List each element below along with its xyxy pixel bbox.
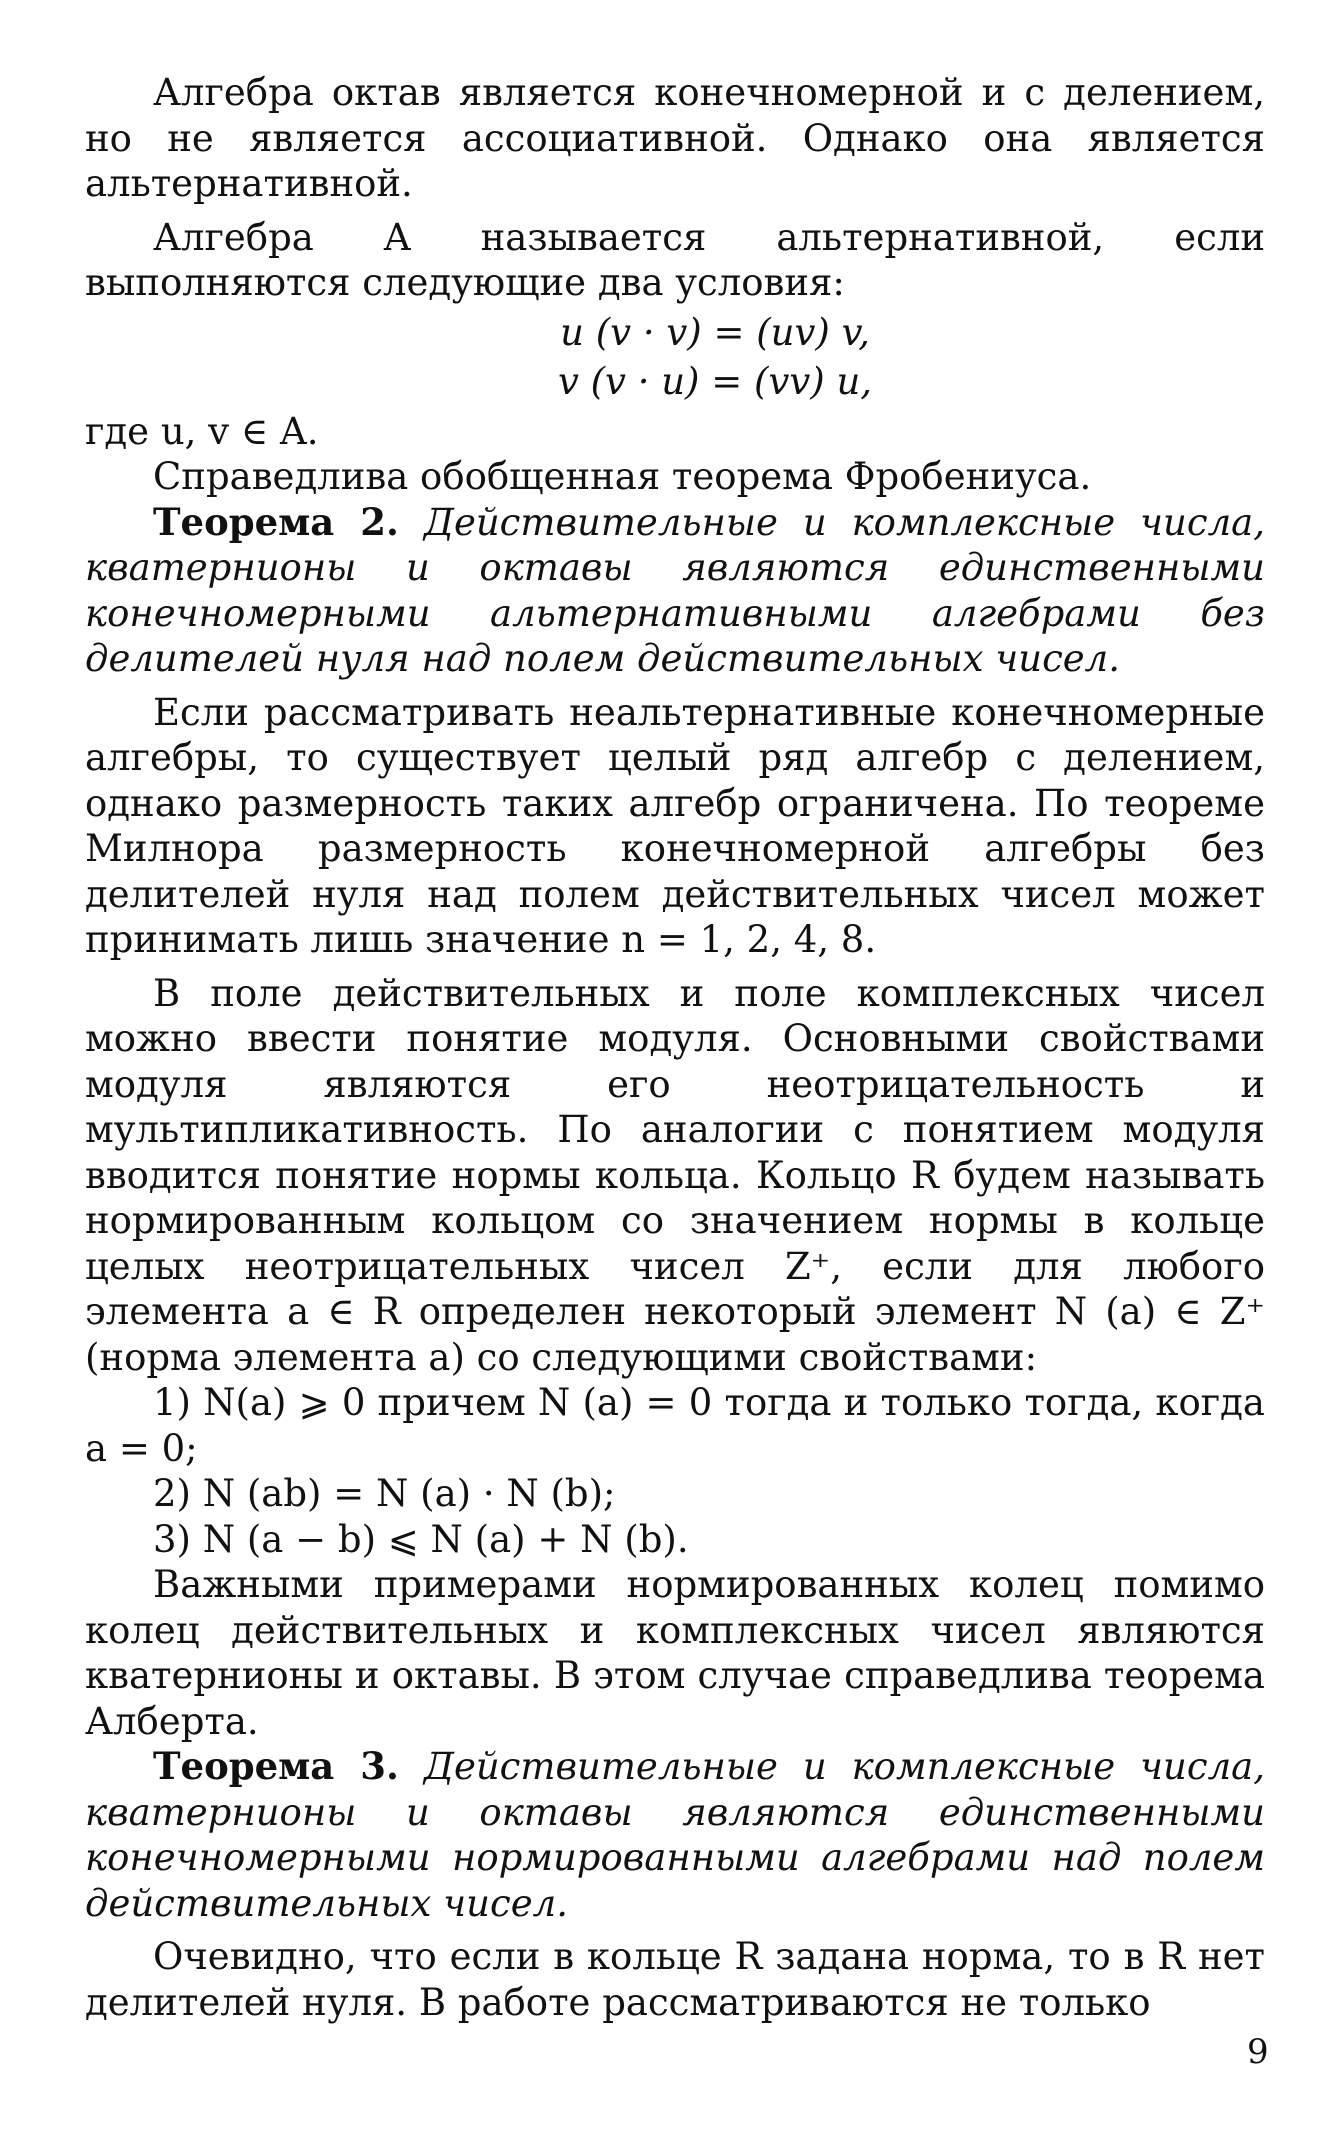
theorem-2-label: Теорема 2. [153,499,399,544]
theorem-3 [85,1744,1265,1926]
paragraph-normed-examples: Важными примерами нормированных колец помимо колец действительных и комплексных чисел являются кватернионы и октавы. В этом случае справедлива теорема Алберта. [85,1563,1265,1743]
paragraph-milnor: Если рассматривать неальтернативные конечномерные алгебры, то существует целый ряд алгебр с делением, однако размерность таких алгебр ограничена. По теореме Милнора размерность конечномерной алгебры без делителей нуля над полем действительных чисел может принимать лишь значение n = 1, 2, 4, 8. [85,690,1265,961]
paragraph-where-clause: где u, v ∈ A. [85,409,319,453]
norm-property-1: 1) N(a) ⩾ 0 причем N (a) = 0 тогда и только тогда, когда a = 0; [85,1381,1265,1470]
paragraph-norm-definition: В поле действительных и поле комплексных чисел можно ввести понятие модуля. Основными свойствами модуля являются его неотрицательность и мультипликативность. По аналогии с понятием модуля вводится понятие нормы кольца. Кольцо R будем называть нормированным кольцом со значением нормы в кольце целых неотрицательных чисел Z⁺, если для любого элемента a ∈ R определен некоторый элемент N (a) ∈ Z⁺ (норма элемента a) со следующими свойствами: [85,971,1265,1379]
norm-property-2: 2) N (ab) = N (a) · N (b); [153,1472,616,1515]
paragraph-alternative-definition: Алгебра A называется альтернативной, если выполняются следующие два условия: [85,215,1265,304]
formula-left-alternative: u (v · v) = (uv) v, [560,310,870,354]
page-body [85,70,1265,2025]
theorem-2 [85,500,1265,682]
norm-property-3: 3) N (a − b) ⩽ N (a) + N (b). [153,1517,689,1561]
paragraph-frobenius: Справедлива обобщенная теорема Фробениуса. [153,455,1092,498]
theorem-3-text: Действительные и комплексные числа, кватернионы и октавы являются единственными конечномерными нормированными алгебрами над полем действительных чисел. [85,1745,1265,1925]
theorem-2-text: Действительные и комплексные числа, кватернионы и октавы являются единственными конечномерными альтернативными алгебрами без делителей нуля над полем действительных чисел. [85,500,1265,680]
paragraph-zero-divisors: Очевидно, что если в кольце R задана норма, то в R нет делителей нуля. В работе рассматриваются не только [85,1935,1265,2024]
formula-right-alternative: v (v · u) = (vv) u, [557,360,873,403]
theorem-3-label: Теорема 3. [153,1744,399,1788]
paragraph-octave-algebra: Алгебра октав является конечномерной и с делением, но не является ассоциативной. Однако она является альтернативной. [85,71,1265,205]
page-number: 9 [1247,2032,1269,2072]
